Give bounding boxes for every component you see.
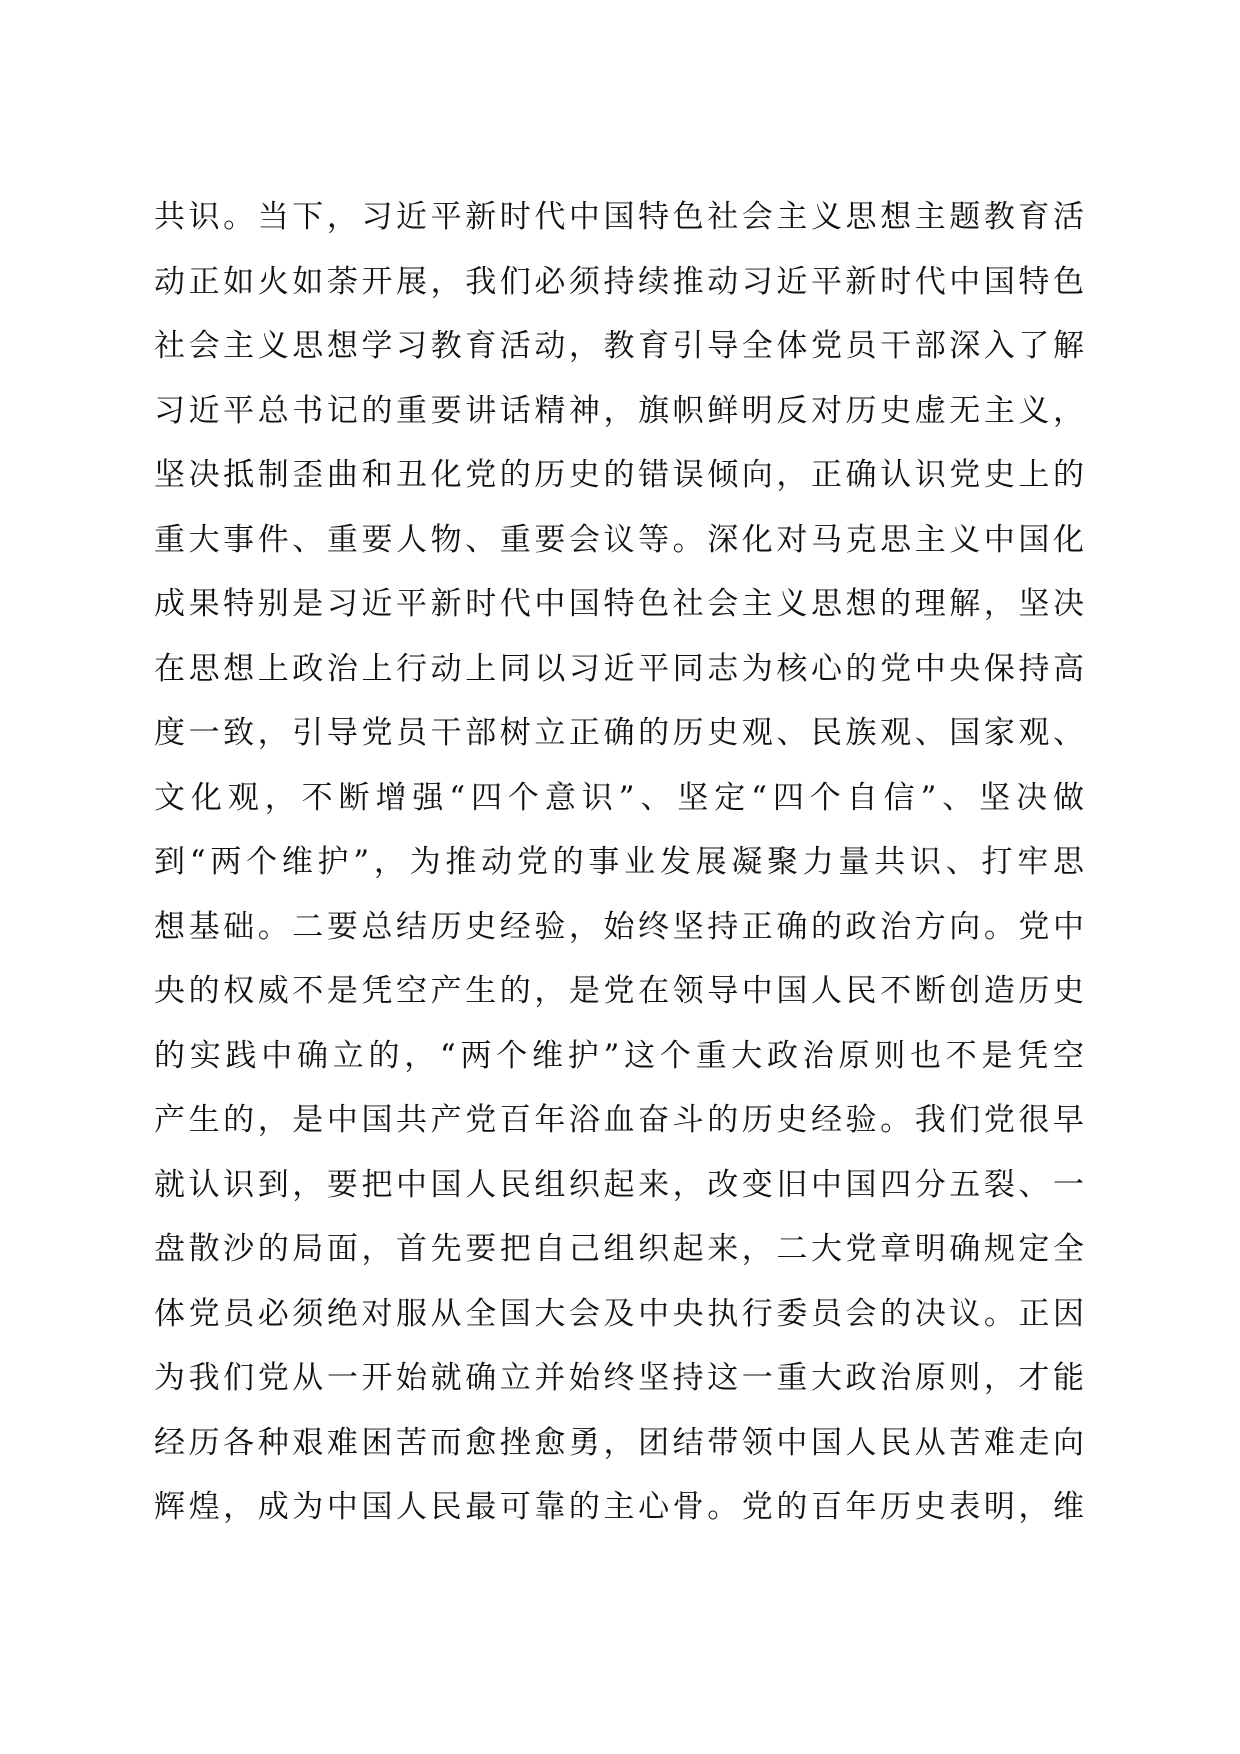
text-line: 在思想上政治上行动上同以习近平同志为核心的党中央保持高 xyxy=(154,650,1084,687)
text-line: 就认识到，要把中国人民组织起来，改变旧中国四分五裂、一 xyxy=(154,1166,1084,1203)
text-line: 共识。当下，习近平新时代中国特色社会主义思想主题教育活 xyxy=(154,199,1084,235)
text-line: 坚决抵制歪曲和丑化党的历史的错误倾向，正确认识党史上的 xyxy=(154,457,1084,493)
text-line: 到“两个维护”，为推动党的事业发展凝聚力量共识、打牢思 xyxy=(154,844,1084,880)
text-line: 盘散沙的局面，首先要把自己组织起来，二大党章明确规定全 xyxy=(154,1231,1084,1267)
text-line: 动正如火如荼开展，我们必须持续推动习近平新时代中国特色 xyxy=(154,263,1084,300)
text-line: 度一致，引导党员干部树立正确的历史观、民族观、国家观、 xyxy=(154,715,1084,751)
body-text xyxy=(154,185,1084,1540)
text-line: 央的权威不是凭空产生的，是党在领导中国人民不断创造历史 xyxy=(154,973,1084,1009)
text-line: 辉煌，成为中国人民最可靠的主心骨。党的百年历史表明，维 xyxy=(154,1489,1084,1525)
text-line: 想基础。二要总结历史经验，始终坚持正确的政治方向。党中 xyxy=(154,908,1084,945)
text-line: 体党员必须绝对服从全国大会及中央执行委员会的决议。正因 xyxy=(154,1295,1084,1332)
text-line: 成果特别是习近平新时代中国特色社会主义思想的理解，坚决 xyxy=(154,586,1084,622)
text-line: 为我们党从一开始就确立并始终坚持这一重大政治原则，才能 xyxy=(154,1360,1084,1396)
text-line: 经历各种艰难困苦而愈挫愈勇，团结带领中国人民从苦难走向 xyxy=(154,1424,1084,1461)
text-line: 重大事件、重要人物、重要会议等。深化对马克思主义中国化 xyxy=(154,521,1084,558)
text-line: 习近平总书记的重要讲话精神，旗帜鲜明反对历史虚无主义， xyxy=(154,392,1084,429)
text-line: 的实践中确立的，“两个维护”这个重大政治原则也不是凭空 xyxy=(154,1037,1084,1074)
text-line: 社会主义思想学习教育活动，教育引导全体党员干部深入了解 xyxy=(154,328,1084,364)
text-line: 产生的，是中国共产党百年浴血奋斗的历史经验。我们党很早 xyxy=(154,1102,1084,1138)
text-line: 文化观，不断增强“四个意识”、坚定“四个自信”、坚决做 xyxy=(154,779,1084,816)
